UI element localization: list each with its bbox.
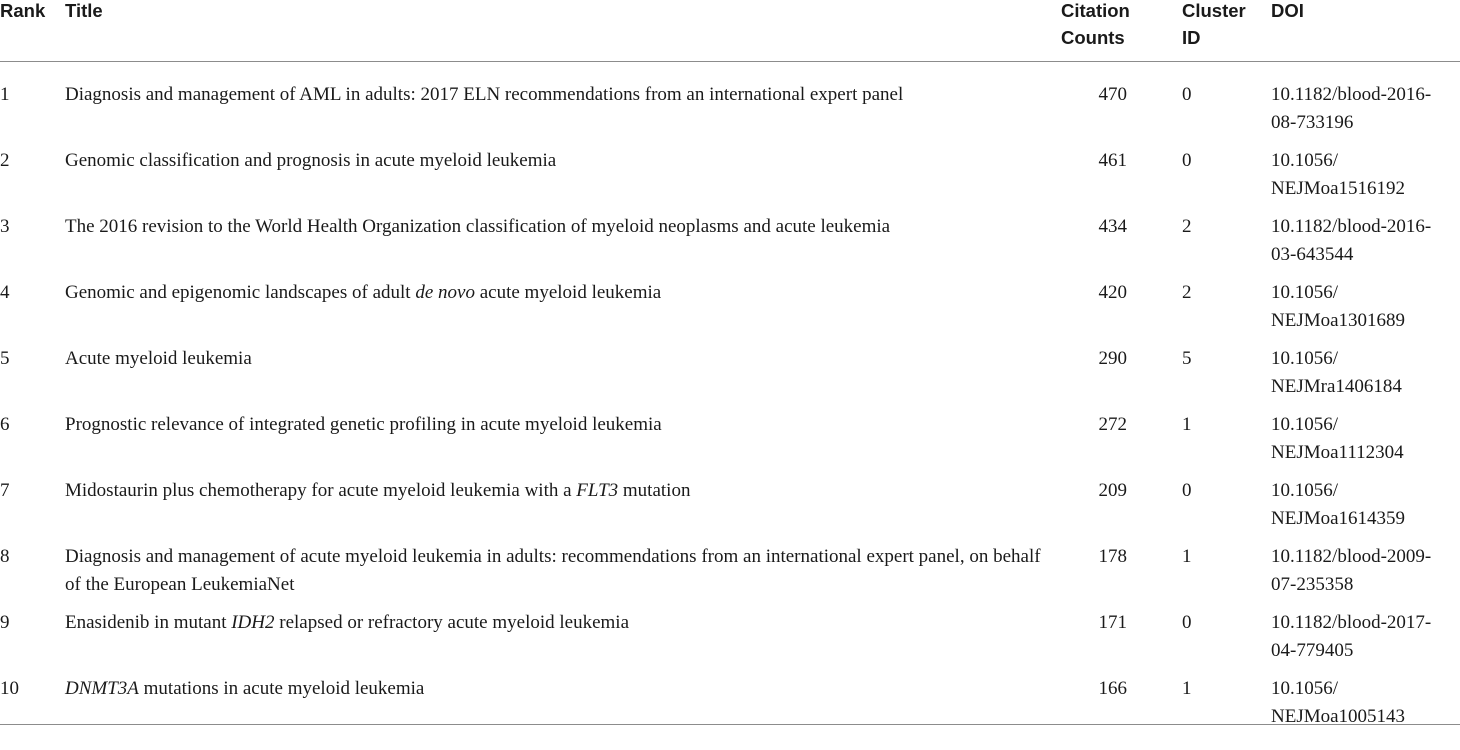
header-title: Title (65, 0, 103, 21)
title-text: The 2016 revision to the World Health Organization classification of myeloid neoplasms and acute leukemia (65, 216, 891, 237)
table-row (0, 128, 1460, 199)
cell-title (65, 609, 1050, 637)
cell-title (65, 477, 1050, 505)
doi-line1: 10.1182/blood-2009- (1271, 546, 1432, 567)
cell-cluster-id: 0 (1182, 150, 1192, 171)
table-row (0, 458, 1460, 529)
cell-rank: 10 (0, 678, 19, 699)
title-text: Diagnosis and management of acute myeloid leukemia in adults: recommendations from an international expert panel, on behalf of the European LeukemiaNet (65, 546, 1041, 595)
table-row (0, 590, 1460, 661)
cell-rank: 5 (0, 348, 10, 369)
title-text-cont: relapsed or refractory acute myeloid leukemia (274, 612, 630, 633)
header-cluster-id (1182, 0, 1246, 51)
title-text: Prognostic relevance of integrated genetic profiling in acute myeloid leukemia (65, 414, 662, 435)
doi-line1: 10.1182/blood-2017- (1271, 612, 1432, 633)
cell-title (65, 411, 1050, 439)
cell-title (65, 675, 1050, 703)
title-text-cont: mutation (618, 480, 691, 501)
doi-line1: 10.1056/ (1271, 348, 1339, 369)
cell-cluster-id: 1 (1182, 546, 1192, 567)
doi-line1: 10.1056/ (1271, 282, 1339, 303)
header-citation-line2: Counts (1061, 27, 1125, 48)
cell-cluster-id: 1 (1182, 414, 1192, 435)
cell-rank: 1 (0, 84, 10, 105)
title-text-cont: acute myeloid leukemia (474, 282, 662, 303)
doi-line2: NEJMoa1516192 (1271, 178, 1406, 199)
cell-title (65, 81, 1050, 109)
doi-line2: 04-779405 (1271, 640, 1354, 661)
cell-title (65, 345, 1050, 373)
doi-line2: NEJMoa1614359 (1271, 508, 1406, 529)
cell-citation-count: 461 (1098, 150, 1127, 171)
cell-citation-count: 272 (1098, 414, 1127, 435)
doi-line2: 03-643544 (1271, 244, 1354, 265)
header-cluster-line1: Cluster (1182, 0, 1246, 21)
table-body (0, 62, 1460, 725)
cell-rank: 2 (0, 150, 10, 171)
cell-citation-count: 470 (1098, 84, 1127, 105)
cell-cluster-id: 2 (1182, 282, 1192, 303)
title-italic-text: de novo (415, 282, 475, 303)
title-italic-text: FLT3 (576, 480, 619, 501)
cell-cluster-id: 0 (1182, 612, 1192, 633)
cell-rank: 6 (0, 414, 10, 435)
title-text: Diagnosis and management of AML in adults: 2017 ELN recommendations from an international expert panel (65, 84, 904, 105)
table-row (0, 260, 1460, 331)
doi-line1: 10.1056/ (1271, 480, 1339, 501)
doi-line2: NEJMoa1112304 (1271, 442, 1404, 463)
header-cluster-line2: ID (1182, 27, 1201, 48)
cell-title (65, 213, 1050, 241)
cell-title (65, 279, 1050, 307)
cell-citation-count: 420 (1098, 282, 1127, 303)
doi-line2: NEJMoa1301689 (1271, 310, 1406, 331)
cell-cluster-id: 1 (1182, 678, 1192, 699)
cell-rank: 8 (0, 546, 10, 567)
cell-rank: 3 (0, 216, 10, 237)
cell-rank: 7 (0, 480, 10, 501)
cell-citation-count: 178 (1098, 546, 1127, 567)
table-row (0, 524, 1460, 595)
title-text-cont: mutations in acute myeloid leukemia (138, 678, 425, 699)
table-header (0, 0, 1460, 62)
cell-citation-count: 166 (1098, 678, 1127, 699)
header-citation-counts (1061, 0, 1130, 51)
doi-line2: 08-733196 (1271, 112, 1354, 133)
doi-line2: NEJMoa1005143 (1271, 706, 1406, 727)
cell-citation-count: 434 (1098, 216, 1127, 237)
cell-rank: 9 (0, 612, 10, 633)
header-rank: Rank (0, 0, 46, 21)
cell-citation-count: 171 (1098, 612, 1127, 633)
doi-line1: 10.1056/ (1271, 150, 1339, 171)
doi-line2: 07-235358 (1271, 574, 1354, 595)
title-text: Acute myeloid leukemia (65, 348, 252, 369)
table-row (0, 656, 1460, 725)
cell-doi (1271, 675, 1456, 731)
table-row (0, 326, 1460, 397)
title-text: Genomic classification and prognosis in acute myeloid leukemia (65, 150, 557, 171)
doi-line2: NEJMra1406184 (1271, 376, 1402, 397)
table-row (0, 62, 1460, 133)
table-row (0, 392, 1460, 463)
cell-cluster-id: 0 (1182, 84, 1192, 105)
cell-cluster-id: 0 (1182, 480, 1192, 501)
cell-cluster-id: 2 (1182, 216, 1192, 237)
cell-rank: 4 (0, 282, 10, 303)
doi-line1: 10.1182/blood-2016- (1271, 216, 1432, 237)
cell-citation-count: 209 (1098, 480, 1127, 501)
title-text: Genomic and epigenomic landscapes of adult (65, 282, 416, 303)
title-italic-text: IDH2 (231, 612, 275, 633)
cell-title (65, 147, 1050, 175)
header-citation-line1: Citation (1061, 0, 1130, 21)
doi-line1: 10.1056/ (1271, 678, 1339, 699)
title-italic-text: DNMT3A (65, 678, 139, 699)
doi-line1: 10.1056/ (1271, 414, 1339, 435)
table-row (0, 194, 1460, 265)
cell-cluster-id: 5 (1182, 348, 1192, 369)
title-text: Enasidenib in mutant (65, 612, 232, 633)
title-text: Midostaurin plus chemotherapy for acute myeloid leukemia with a (65, 480, 577, 501)
header-doi: DOI (1271, 0, 1304, 21)
cell-citation-count: 290 (1098, 348, 1127, 369)
doi-line1: 10.1182/blood-2016- (1271, 84, 1432, 105)
